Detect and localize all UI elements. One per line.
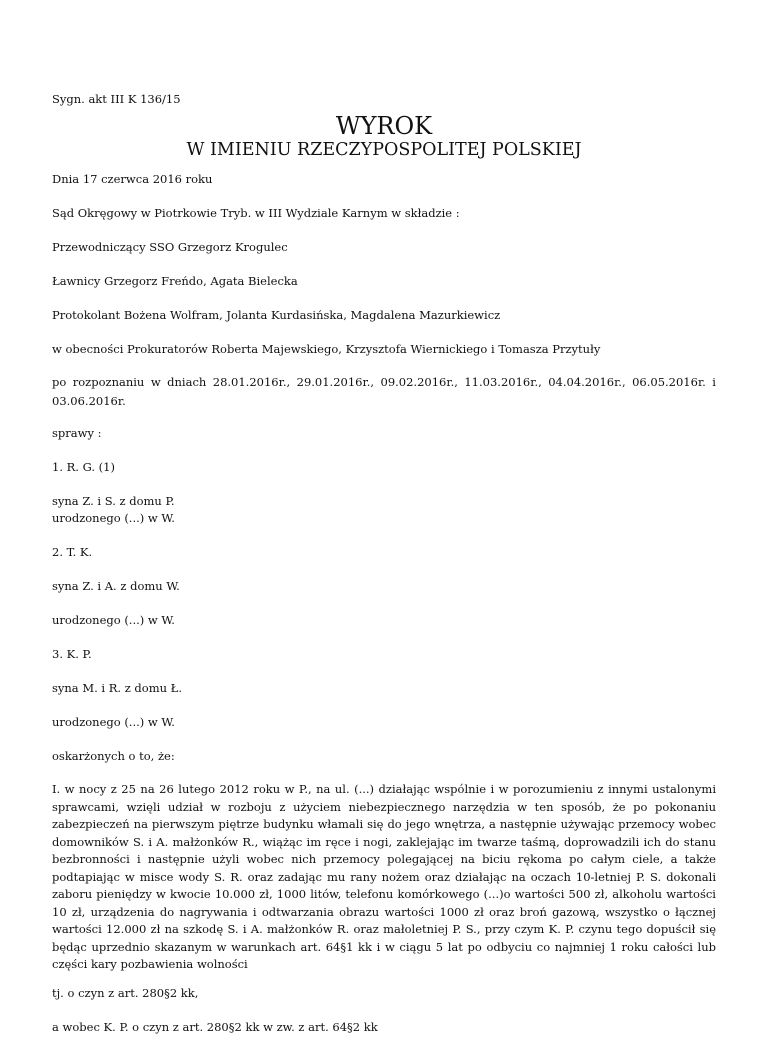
legal-qualification: tj. o czyn z art. 280§2 kk, bbox=[52, 986, 199, 1000]
defendant-3-birth: urodzonego (...) w W. bbox=[52, 715, 175, 729]
charge-description: I. w nocy z 25 na 26 lutego 2012 roku w P., na ul. (...) działając wspólnie i w porozumieniu z innymi ustalonymi sprawcami, wzięli udział w rozboju z użyciem niebezpiecznego narzędzia w ten sposób, że po pokonaniu zabezpieczeń na pierwszym piętrze budynku włamali się do jego wnętrza, a następnie używając przemocy wobec domowników S. i A. małżonków R., wiążąc im ręce i nogi, zaklejając im twarze taśmą, doprowadzili ich do stanu bezbronności i następnie użyli wobec nich przemocy polegającej na biciu rękoma po całym ciele, a także podtapiając w misce wody S. R. oraz zadając mu rany nożem oraz działając na oczach 10-letniej P. S. dokonali zaboru pieniędzy w kwocie 10.000 zł, 1000 litów, telefonu komórkowego (...)o wartości 500 zł, alkoholu wartości 10 zł, urządzenia do nagrywania i odtwarzania obrazu wartości 1000 zł oraz broń gazową, wszystko o łącznej wartości 12.000 zł na szkodę S. i A. małżonków R. oraz małoletniej P. S., przy czym K. P. czynu tego dopuścił się będąc uprzednio skazanym w warunkach art. 64§1 kk i w ciągu 5 lat po odbyciu co najmniej 1 roku całości lub części kary pozbawienia wolności bbox=[52, 782, 716, 971]
defendant-2-name: 2. T. K. bbox=[52, 545, 93, 559]
accused-label: oskarżonych o to, że: bbox=[52, 749, 175, 763]
defendant-3-parents: syna M. i R. z domu Ł. bbox=[52, 681, 183, 695]
case-label: sprawy : bbox=[52, 426, 102, 440]
court-clerk: Protokolant Bożena Wolfram, Jolanta Kurdasińska, Magdalena Mazurkiewicz bbox=[52, 308, 501, 322]
judgment-date: Dnia 17 czerwca 2016 roku bbox=[52, 172, 213, 186]
document-subtitle: W IMIENIU RZECZYPOSPOLITEJ POLSKIEJ bbox=[186, 140, 582, 160]
defendant-2-birth: urodzonego (...) w W. bbox=[52, 613, 175, 627]
defendant-1-birth: urodzonego (...) w W. bbox=[52, 511, 175, 525]
case-signature: Sygn. akt III K 136/15 bbox=[52, 92, 181, 106]
defendant-1-parents: syna Z. i S. z domu P. bbox=[52, 494, 175, 508]
presiding-judge: Przewodniczący SSO Grzegorz Krogulec bbox=[52, 240, 288, 254]
defendant-3-name: 3. K. P. bbox=[52, 647, 92, 661]
hearing-dates: po rozpoznaniu w dniach 28.01.2016r., 29.01.2016r., 09.02.2016r., 11.03.2016r., 04.04.2016r., 06.05.2016r. i 03.06.2016r. bbox=[52, 375, 716, 408]
legal-qualification-kp: a wobec K. P. o czyn z art. 280§2 kk w zw. z art. 64§2 kk bbox=[52, 1020, 378, 1034]
document-title: WYROK bbox=[335, 112, 433, 140]
prosecutors: w obecności Prokuratorów Roberta Majewskiego, Krzysztofa Wiernickiego i Tomasza Przytuły bbox=[52, 342, 601, 356]
court-composition: Sąd Okręgowy w Piotrkowie Tryb. w III Wydziale Karnym w składzie : bbox=[52, 206, 460, 220]
lay-judges: Ławnicy Grzegorz Freńdo, Agata Bielecka bbox=[52, 274, 298, 288]
defendant-1-name: 1. R. G. (1) bbox=[52, 460, 115, 474]
defendant-2-parents: syna Z. i A. z domu W. bbox=[52, 579, 180, 593]
